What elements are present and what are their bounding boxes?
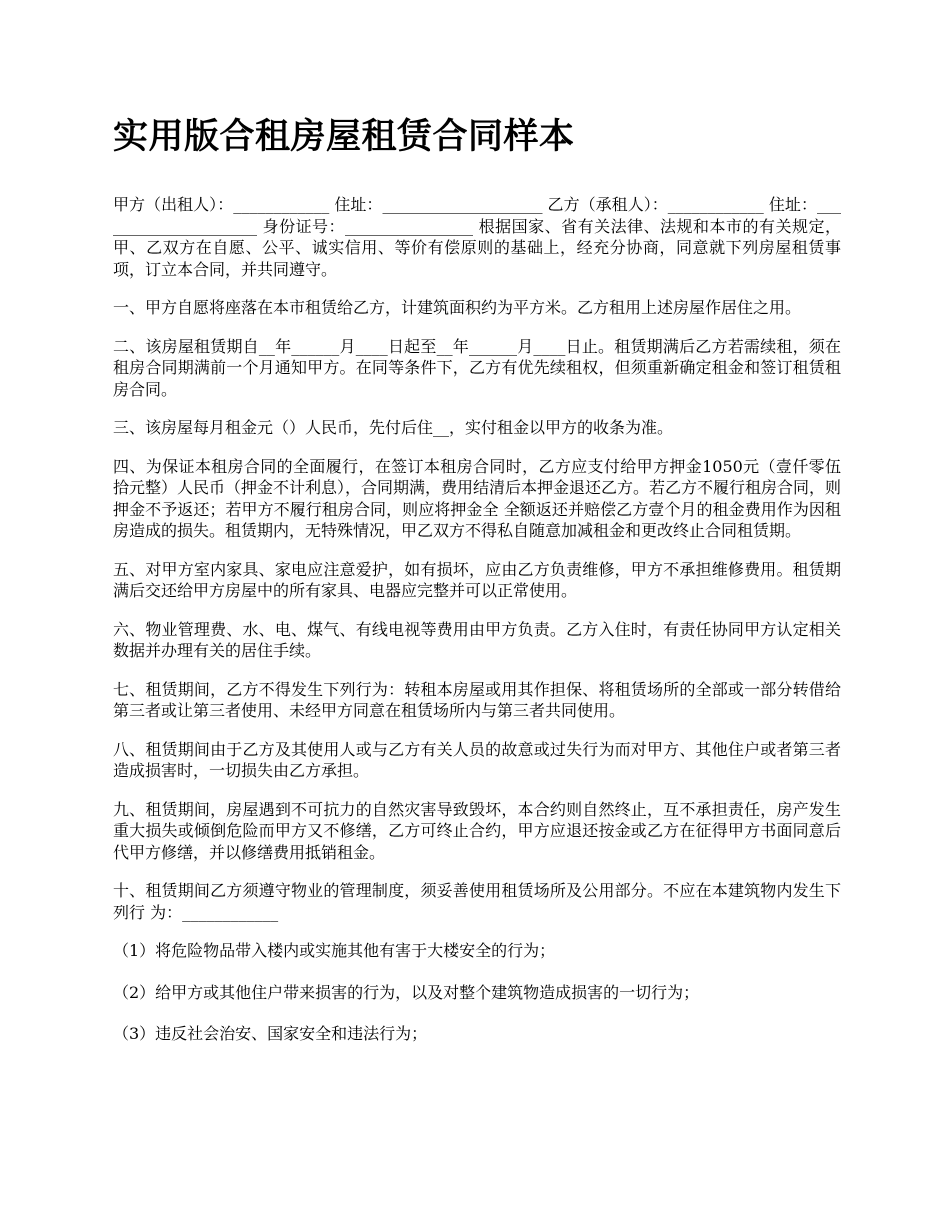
document-page	[113, 110, 841, 1065]
list-item: （2）给甲方或其他住户带来损害的行为，以及对整个建筑物造成损害的一切行为；	[113, 982, 700, 1002]
clause-1: 一、甲方自愿将座落在本市租赁给乙方，计建筑面积约为平方米。乙方租用上述房屋作居住之用。	[113, 298, 802, 317]
clause-6: 六、物业管理费、水、电、煤气、有线电视等费用由甲方负责。乙方入住时，有责任协同甲方认定相关数据并办理有关的居住手续。	[113, 619, 841, 660]
preamble-paragraph: 甲方（出租人）：____________ 住址：____________________ 乙方（承租人）：____________ 住址：_____________________ 身份证号：________________ 根据国家、省有关法律、法规和本市的有关规定，甲、乙双方在自愿、公平、诚实信用、等价有偿原则的基础上，经充分协商，同意就下列房屋租赁事项，订立本合同，并共同遵守。	[113, 195, 841, 279]
clause-5: 五、对甲方室内家具、家电应注意爱护，如有损坏，应由乙方负责维修，甲方不承担维修费用。租赁期满后交还给甲方房屋中的所有家具、电器应完整并可以正常使用。	[113, 559, 841, 600]
list-item: （3）违反社会治安、国家安全和违法行为；	[113, 1024, 428, 1043]
clause-2: 二、该房屋租赁期自__年______月____日起至__年______月____日止。租赁期满后乙方若需续租，须在租房合同期满前一个月通知甲方。在同等条件下，乙方有优先续租权，但须重新确定租金和签订租赁租房合同。	[113, 336, 841, 399]
clause-10: 十、租赁期间乙方须遵守物业的管理制度，须妥善使用租赁场所及公用部分。不应在本建筑物内发生下列行 为：____________	[113, 881, 841, 922]
clause-8: 八、租赁期间由于乙方及其使用人或与乙方有关人员的故意或过失行为而对甲方、其他住户或者第三者造成损害时，一切损失由乙方承担。	[113, 739, 841, 780]
clause-3: 三、该房屋每月租金元（）人民币，先付后住__，实付租金以甲方的收条为准。	[113, 418, 674, 437]
clause-7: 七、租赁期间，乙方不得发生下列行为：转租本房屋或用其作担保、将租赁场所的全部或一部分转借给第三者或让第三者使用、未经甲方同意在租赁场所内与第三者共同使用。	[113, 679, 841, 720]
list-item: （1）将危险物品带入楼内或实施其他有害于大楼安全的行为；	[113, 941, 556, 960]
document-title: 实用版合租房屋租赁合同样本	[113, 116, 575, 157]
clause-4: 四、为保证本租房合同的全面履行，在签订本租房合同时，乙方应支付给甲方押金1050元（壹仟零伍拾元整）人民币（押金不计利息），合同期满，费用结清后本押金退还乙方。若乙方不履行租房合同，则押金不予返还；若甲方不履行租房合同，则应将押金全 全额返还并赔偿乙方壹个月的租金费用作为因租房造成的损失。租赁期内，无特殊情况，甲乙双方不得私自随意加减租金和更改终止合同租赁期。	[113, 456, 842, 540]
clause-9: 九、租赁期间，房屋遇到不可抗力的自然灾害导致毁坏，本合约则自然终止，互不承担责任，房产发生重大损失或倾倒危险而甲方又不修缮，乙方可终止合约，甲方应退还按金或乙方在征得甲方书面同意后代甲方修缮，并以修缮费用抵销租金。	[113, 799, 841, 862]
